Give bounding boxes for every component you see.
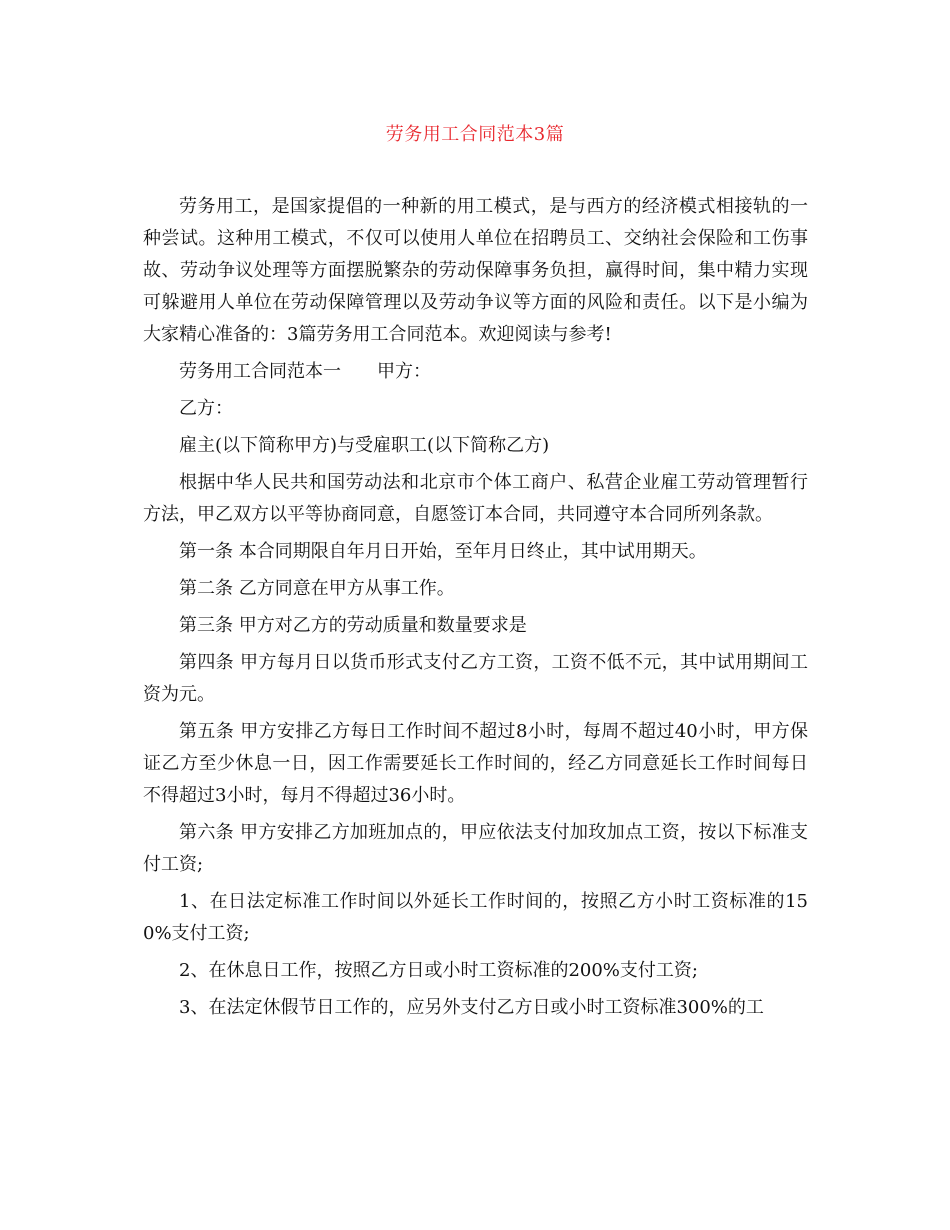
document-title: 劳务用工合同范本3篇 [385, 124, 565, 145]
document-body [143, 191, 808, 1029]
parties-definition: 雇主(以下简称甲方)与受雇职工(以下简称乙方) [179, 435, 550, 456]
list-item-2: 2、在休息日工作，按照乙方日或小时工资标准的200%支付工资; [179, 960, 698, 981]
clause-1: 第一条 本合同期限自年月日开始，至年月日终止，其中试用期天。 [179, 541, 707, 562]
clause-2: 第二条 乙方同意在甲方从事工作。 [179, 578, 455, 599]
contract-heading: 劳务用工合同范本一 [179, 361, 341, 382]
intro-paragraph: 劳务用工，是国家提倡的一种新的用工模式，是与西方的经济模式相接轨的一种尝试。这种用工模式，不仅可以使用人单位在招聘员工、交纳社会保险和工伤事故、劳动争议处理等方面摆脱繁杂的劳动保障事务负担，赢得时间，集中精力实现可躲避用人单位在劳动保障管理以及劳动争议等方面的风险和责任。以下是小编为大家精心准备的：3篇劳务用工合同范本。欢迎阅读与参考! [143, 196, 808, 345]
clause-4: 第四条 甲方每月日以货币形式支付乙方工资，工资不低不元，其中试用期间工资为元。 [143, 652, 808, 705]
contract-heading-line [143, 356, 808, 388]
clause-5: 第五条 甲方安排乙方每日工作时间不超过8小时，每周不超过40小时，甲方保证乙方至少休息一日，因工作需要延长工作时间的，经乙方同意延长工作时间每日不得超过3小时，每月不得超过36小时。 [143, 721, 808, 806]
party-b-label: 乙方： [179, 398, 233, 419]
basis-paragraph: 根据中华人民共和国劳动法和北京市个体工商户、私营企业雇工劳动管理暂行方法，甲乙双方以平等协商同意，自愿签订本合同，共同遵守本合同所列条款。 [143, 472, 808, 525]
clause-6: 第六条 甲方安排乙方加班加点的，甲应依法支付加玫加点工资，按以下标准支付工资; [143, 822, 808, 875]
list-item-1: 1、在日法定标准工作时间以外延长工作时间的，按照乙方小时工资标准的150%支付工资; [143, 891, 808, 944]
list-item-3: 3、在法定休假节日工作的，应另外支付乙方日或小时工资标准300%的工 [179, 997, 764, 1018]
party-a-label: 甲方： [377, 361, 431, 382]
clause-3: 第三条 甲方对乙方的劳动质量和数量要求是 [179, 615, 527, 636]
